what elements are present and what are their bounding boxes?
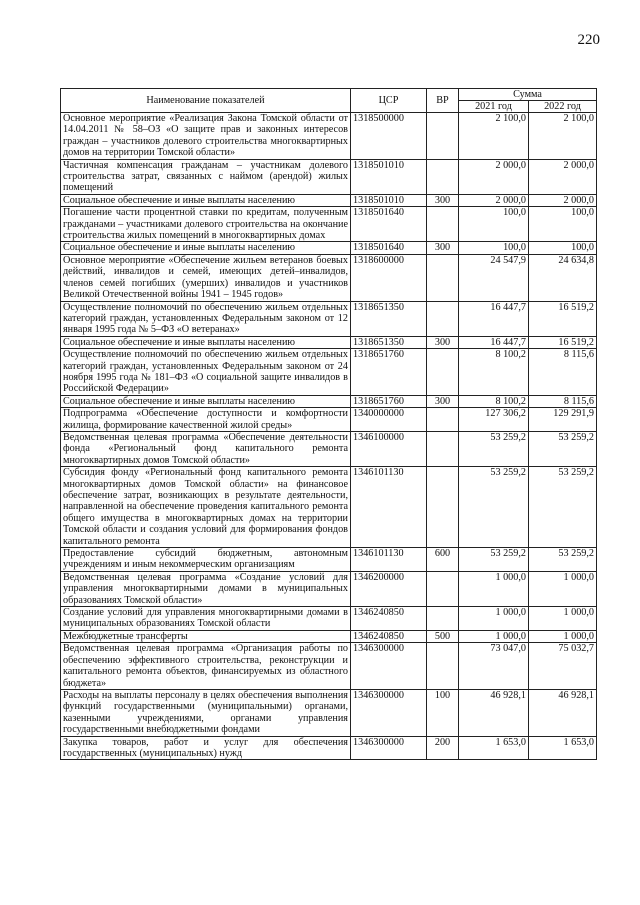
row-amount-2022: 2 000,0 <box>529 159 597 194</box>
row-name-cell: Социальное обеспечение и иные выплаты населению <box>61 194 351 206</box>
row-amount-2022: 53 259,2 <box>529 548 597 572</box>
row-amount-2022: 16 519,2 <box>529 336 597 348</box>
row-vr-cell <box>427 349 459 396</box>
row-name-cell: Частичная компенсация гражданам – участникам долевого строительства затрат, связанных с наймом (арендой) жилых помещений <box>61 159 351 194</box>
row-amount-2022: 75 032,7 <box>529 643 597 690</box>
row-amount-2021: 53 259,2 <box>459 431 529 466</box>
table-row <box>61 571 597 606</box>
row-amount-2021: 16 447,7 <box>459 336 529 348</box>
row-amount-2022: 53 259,2 <box>529 467 597 548</box>
row-amount-2021: 73 047,0 <box>459 643 529 690</box>
row-csr-cell: 1318651350 <box>351 336 427 348</box>
row-vr-cell <box>427 301 459 336</box>
page-number: 220 <box>577 32 600 48</box>
row-amount-2022: 16 519,2 <box>529 301 597 336</box>
row-csr-cell: 1318501640 <box>351 242 427 254</box>
row-vr-cell: 500 <box>427 630 459 642</box>
row-amount-2021: 46 928,1 <box>459 689 529 736</box>
row-amount-2022: 53 259,2 <box>529 431 597 466</box>
table-row <box>61 207 597 242</box>
row-csr-cell: 1346300000 <box>351 689 427 736</box>
row-csr-cell: 1346200000 <box>351 571 427 606</box>
row-vr-cell <box>427 254 459 301</box>
table-row <box>61 242 597 254</box>
row-vr-cell <box>427 159 459 194</box>
header-sum: Сумма <box>459 89 597 101</box>
row-amount-2022: 24 634,8 <box>529 254 597 301</box>
row-vr-cell: 300 <box>427 194 459 206</box>
row-amount-2021: 2 000,0 <box>459 159 529 194</box>
row-csr-cell: 1318501010 <box>351 194 427 206</box>
row-csr-cell: 1318501640 <box>351 207 427 242</box>
table-row <box>61 113 597 160</box>
row-name-cell: Ведомственная целевая программа «Организация работы по обеспечению эффективного строительства, реконструкции и капитального ремонта объектов, финансируемых из областного бюджета» <box>61 643 351 690</box>
row-csr-cell: 1318501010 <box>351 159 427 194</box>
row-name-cell: Расходы на выплаты персоналу в целях обеспечения выполнения функций государственными (муниципальными) органами, казенными учреждениями, органами управления государственными внебюджетными фондами <box>61 689 351 736</box>
row-vr-cell <box>427 207 459 242</box>
row-csr-cell: 1346240850 <box>351 607 427 631</box>
row-amount-2021: 53 259,2 <box>459 548 529 572</box>
row-amount-2022: 46 928,1 <box>529 689 597 736</box>
header-year-2021: 2021 год <box>459 101 529 113</box>
row-amount-2022: 129 291,9 <box>529 408 597 432</box>
row-amount-2021: 8 100,2 <box>459 395 529 407</box>
row-vr-cell <box>427 467 459 548</box>
table-row <box>61 254 597 301</box>
row-amount-2021: 53 259,2 <box>459 467 529 548</box>
header-csr: ЦСР <box>351 89 427 113</box>
table-row <box>61 301 597 336</box>
row-amount-2021: 2 100,0 <box>459 113 529 160</box>
row-name-cell: Создание условий для управления многоквартирными домами в муниципальных образованиях Томской области <box>61 607 351 631</box>
row-amount-2022: 2 100,0 <box>529 113 597 160</box>
row-amount-2021: 127 306,2 <box>459 408 529 432</box>
row-name-cell: Социальное обеспечение и иные выплаты населению <box>61 242 351 254</box>
row-amount-2021: 1 000,0 <box>459 571 529 606</box>
row-amount-2022: 8 115,6 <box>529 349 597 396</box>
table-row <box>61 548 597 572</box>
table-row <box>61 408 597 432</box>
row-csr-cell: 1318500000 <box>351 113 427 160</box>
row-amount-2021: 100,0 <box>459 207 529 242</box>
table-row <box>61 431 597 466</box>
row-csr-cell: 1346240850 <box>351 630 427 642</box>
table-header <box>61 89 597 113</box>
table-row <box>61 607 597 631</box>
row-amount-2022: 1 000,0 <box>529 607 597 631</box>
header-name: Наименование показателей <box>61 89 351 113</box>
row-amount-2021: 100,0 <box>459 242 529 254</box>
row-amount-2021: 1 000,0 <box>459 607 529 631</box>
row-vr-cell: 300 <box>427 242 459 254</box>
row-vr-cell <box>427 607 459 631</box>
table-row <box>61 336 597 348</box>
row-vr-cell: 300 <box>427 395 459 407</box>
row-csr-cell: 1318651760 <box>351 349 427 396</box>
row-name-cell: Субсидия фонду «Региональный фонд капитального ремонта многоквартирных домов Томской области» на финансовое обеспечение затрат, возникающих в результате деятельности, направленной на обеспечение проведения капитального ремонта общего имущества в многоквартирных домах на территории Томской области и создания условий для формирования фондов капитального ремонта <box>61 467 351 548</box>
row-name-cell: Предоставление субсидий бюджетным, автономным учреждениям и иным некоммерческим организациям <box>61 548 351 572</box>
row-csr-cell: 1318600000 <box>351 254 427 301</box>
table-row <box>61 689 597 736</box>
row-csr-cell: 1346300000 <box>351 643 427 690</box>
row-name-cell: Ведомственная целевая программа «Создание условий для управления многоквартирными домами в муниципальных образованиях Томской области» <box>61 571 351 606</box>
table-row <box>61 467 597 548</box>
row-name-cell: Ведомственная целевая программа «Обеспечение деятельности фонда «Региональный фонд капитального ремонта многоквартирных домов Томской области» <box>61 431 351 466</box>
row-amount-2022: 2 000,0 <box>529 194 597 206</box>
row-amount-2021: 8 100,2 <box>459 349 529 396</box>
row-amount-2021: 2 000,0 <box>459 194 529 206</box>
row-amount-2022: 1 000,0 <box>529 630 597 642</box>
row-vr-cell <box>427 408 459 432</box>
row-name-cell: Социальное обеспечение и иные выплаты населению <box>61 395 351 407</box>
row-csr-cell: 1346100000 <box>351 431 427 466</box>
table-row <box>61 736 597 760</box>
row-amount-2021: 1 000,0 <box>459 630 529 642</box>
row-name-cell: Основное мероприятие «Обеспечение жильем ветеранов боевых действий, инвалидов и семей, имеющих детей–инвалидов, членов семей погибших (умерших) инвалидов и участников Великой Отечественной войны 1941 – 1945 годов» <box>61 254 351 301</box>
row-vr-cell: 300 <box>427 336 459 348</box>
row-csr-cell: 1346300000 <box>351 736 427 760</box>
table-row <box>61 159 597 194</box>
header-vr: ВР <box>427 89 459 113</box>
row-name-cell: Основное мероприятие «Реализация Закона Томской области от 14.04.2011 № 58–ОЗ «О защите прав и законных интересов граждан – участников долевого строительства многоквартирных домов на территории Томской области» <box>61 113 351 160</box>
row-csr-cell: 1318651350 <box>351 301 427 336</box>
row-name-cell: Межбюджетные трансферты <box>61 630 351 642</box>
row-csr-cell: 1346101130 <box>351 467 427 548</box>
row-name-cell: Осуществление полномочий по обеспечению жильем отдельных категорий граждан, установленных Федеральным законом от 12 января 1995 года № 5–ФЗ «О ветеранах» <box>61 301 351 336</box>
row-amount-2022: 100,0 <box>529 207 597 242</box>
header-year-2022: 2022 год <box>529 101 597 113</box>
row-amount-2022: 100,0 <box>529 242 597 254</box>
table-row <box>61 630 597 642</box>
row-name-cell: Погашение части процентной ставки по кредитам, полученным гражданами – участниками долевого строительства на окончание строительства жилых помещений в многоквартирных домах <box>61 207 351 242</box>
row-vr-cell <box>427 431 459 466</box>
row-vr-cell: 200 <box>427 736 459 760</box>
budget-table <box>60 88 597 760</box>
row-vr-cell <box>427 571 459 606</box>
table-row <box>61 643 597 690</box>
row-vr-cell <box>427 643 459 690</box>
row-amount-2022: 8 115,6 <box>529 395 597 407</box>
row-csr-cell: 1346101130 <box>351 548 427 572</box>
row-vr-cell: 100 <box>427 689 459 736</box>
row-csr-cell: 1318651760 <box>351 395 427 407</box>
table-body <box>61 113 597 760</box>
row-name-cell: Социальное обеспечение и иные выплаты населению <box>61 336 351 348</box>
row-vr-cell: 600 <box>427 548 459 572</box>
row-vr-cell <box>427 113 459 160</box>
row-name-cell: Осуществление полномочий по обеспечению жильем отдельных категорий граждан, установленных Федеральным законом от 24 ноября 1995 года № 181–ФЗ «О социальной защите инвалидов в Российской Федерации» <box>61 349 351 396</box>
table-row <box>61 395 597 407</box>
row-name-cell: Закупка товаров, работ и услуг для обеспечения государственных (муниципальных) нужд <box>61 736 351 760</box>
row-amount-2022: 1 000,0 <box>529 571 597 606</box>
table-row <box>61 194 597 206</box>
row-csr-cell: 1340000000 <box>351 408 427 432</box>
row-amount-2021: 16 447,7 <box>459 301 529 336</box>
row-name-cell: Подпрограмма «Обеспечение доступности и комфортности жилища, формирование качественной жилой среды» <box>61 408 351 432</box>
row-amount-2022: 1 653,0 <box>529 736 597 760</box>
row-amount-2021: 24 547,9 <box>459 254 529 301</box>
table-row <box>61 349 597 396</box>
row-amount-2021: 1 653,0 <box>459 736 529 760</box>
